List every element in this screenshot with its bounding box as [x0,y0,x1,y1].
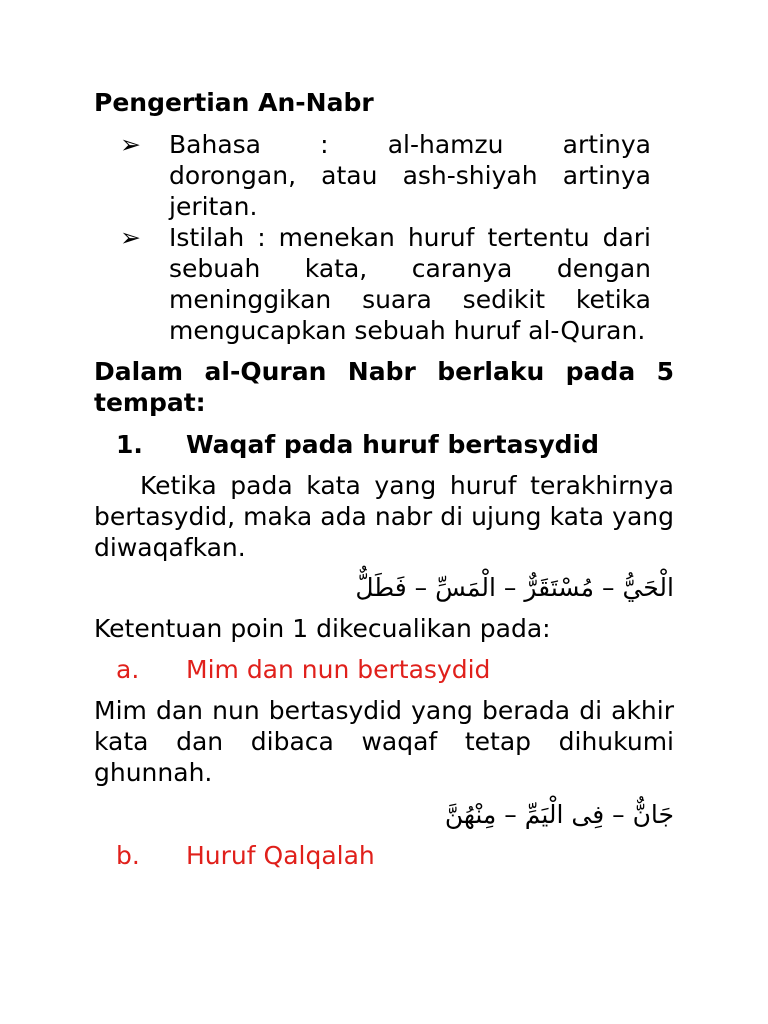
point-1-number: 1. [116,430,143,459]
bullet-bahasa-rest: dorongan, atau ash-shiyah artinya jeritan. [169,161,651,221]
bullet-bahasa [120,129,651,222]
exception-a-heading [94,654,674,685]
section-heading: Dalam al-Quran Nabr berlaku pada 5 tempat: [94,357,674,417]
point-1-paragraph: Ketika pada kata yang huruf terakhirnya bertasydid, maka ada nabr di ujung kata yang diwaqafkan. [94,471,674,562]
document-title: Pengertian An-Nabr [94,88,374,117]
point-1-heading [94,429,674,460]
bahasa-colon: : [320,130,329,159]
point-1-title: Waqaf pada huruf bertasydid [186,430,599,459]
exceptions-intro: Ketentuan poin 1 dikecualikan pada: [94,614,551,643]
exception-b-heading [94,840,674,871]
bahasa-term: al-hamzu [387,130,504,159]
point-1-arabic-examples: الْحَيُّ – مُسْتَقَرٌّ – الْمَسِّ – فَطَلٌّ [355,573,674,602]
exception-b-title: Huruf Qalqalah [186,841,375,870]
arrow-bullet-icon: ➢ [120,130,141,159]
bullet-istilah [120,222,651,346]
exception-a-arabic-examples: جَانٌّ – فِى الْيَمِّ – مِنْهُنَّ [444,800,674,829]
bullet-bahasa-first-line [169,129,651,160]
exception-a-title: Mim dan nun bertasydid [186,655,491,684]
bahasa-artinya: artinya [562,130,651,159]
arrow-bullet-icon: ➢ [120,223,141,252]
exception-a-paragraph: Mim dan nun bertasydid yang berada di akhir kata dan dibaca waqaf tetap dihukumi ghunnah. [94,696,674,787]
exception-b-letter: b. [116,841,140,870]
document-content [94,87,674,871]
bullet-istilah-text: Istilah : menekan huruf tertentu dari sebuah kata, caranya dengan meninggikan suara sedikit ketika mengucapkan sebuah huruf al-Quran. [169,223,651,345]
bahasa-word: Bahasa [169,130,261,159]
exception-a-letter: a. [116,655,140,684]
